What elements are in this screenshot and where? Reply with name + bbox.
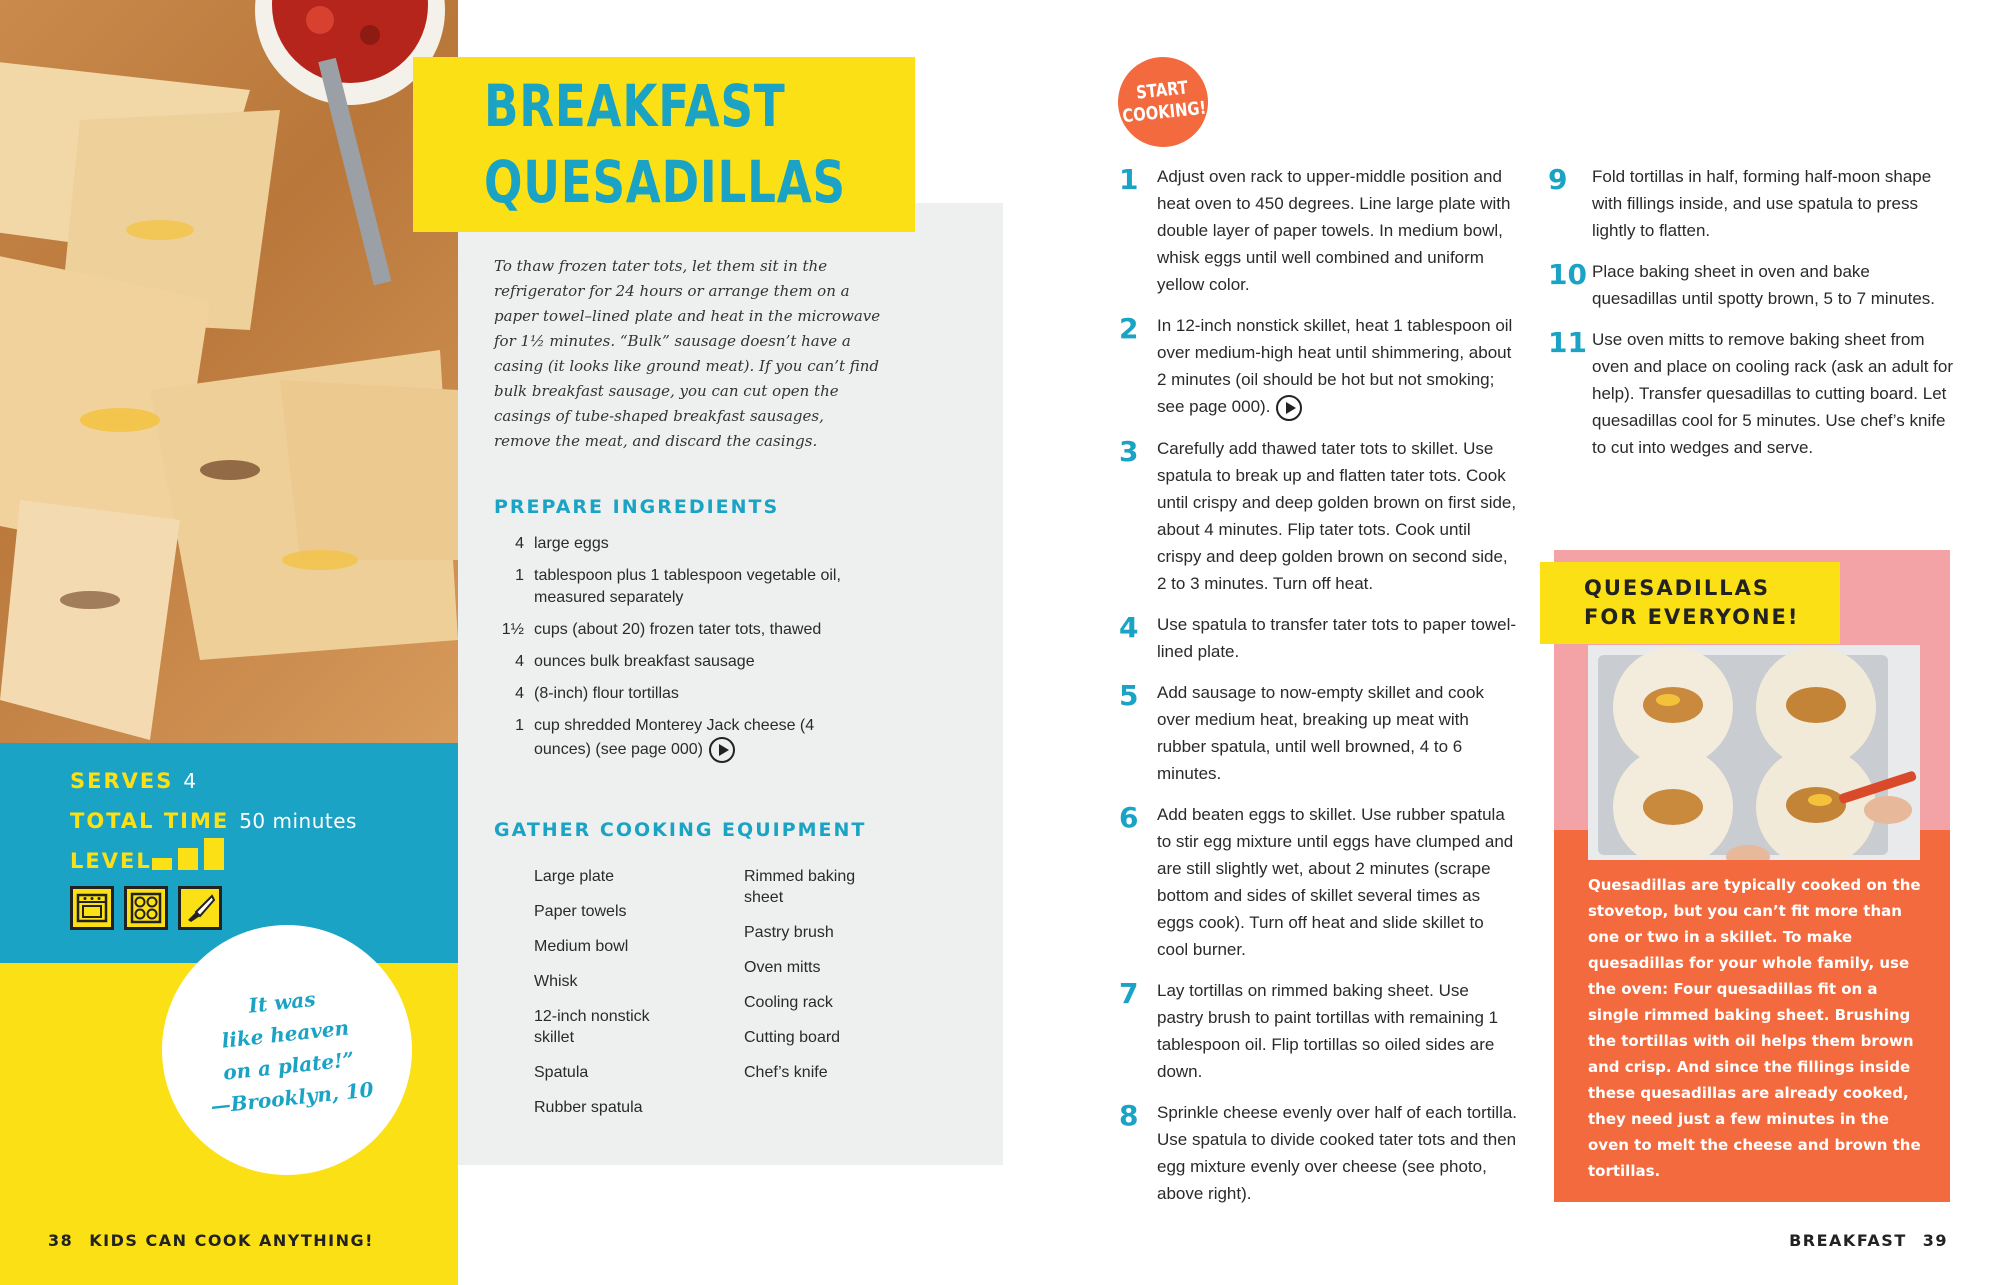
step-number: 11 — [1548, 326, 1587, 359]
steps-column-1 — [1119, 163, 1519, 1221]
step-number: 9 — [1548, 163, 1568, 196]
step-number: 6 — [1119, 800, 1139, 834]
quote-line-1: It was — [247, 986, 317, 1018]
step-number: 4 — [1119, 610, 1139, 644]
recipe-title — [484, 68, 846, 220]
ingredient-text: cup shredded Monterey Jack cheese (4 ounces) (see page 000) — [534, 717, 815, 759]
equipment-item: Spatula — [534, 1064, 589, 1081]
ingredient-qty: 4 — [515, 685, 524, 702]
recipe-title-line-1: BREAKFAST — [484, 72, 786, 140]
serves-value: 4 — [183, 769, 197, 793]
tip-title — [1584, 574, 1799, 632]
ingredient-item — [494, 565, 874, 609]
step-item — [1548, 326, 1958, 461]
knife-icon — [178, 886, 222, 930]
ingredient-text: (8-inch) flour tortillas — [534, 685, 679, 702]
step-item — [1548, 258, 1958, 312]
recipe-intro: To thaw frozen tater tots, let them sit in the refrigerator for 24 hours or arrange them on a paper towel–lined plate and heat in the microwave for 1½ minutes. “Bulk” sausage doesn’t have a casing (it looks like ground meat). If you can’t find bulk breakfast sausage, you can cut open the casings of tube-shaped breakfast sausages, remove the meat, and discard the casings. — [494, 257, 881, 450]
ingredient-item — [494, 651, 874, 673]
step-text: Sprinkle cheese evenly over half of each tortilla. Use spatula to divide cooked tater tots and then egg mixture evenly over cheese (see photo, above right). — [1157, 1102, 1518, 1203]
quote-line-3: on a plate!” — [221, 1047, 356, 1085]
step-number: 10 — [1548, 258, 1587, 291]
ingredient-qty: 4 — [515, 535, 524, 552]
step-text: Place baking sheet in oven and bake quesadillas until spotty brown, 5 to 7 minutes. — [1592, 262, 1936, 308]
baking-sheet-photo — [1588, 645, 1920, 860]
level-bar-1 — [152, 858, 172, 870]
badge-line-1: START — [1134, 77, 1189, 104]
ingredient-item — [494, 683, 874, 705]
equipment-item: Whisk — [534, 973, 578, 990]
step-number: 3 — [1119, 434, 1139, 468]
step-number: 7 — [1119, 976, 1139, 1010]
step-text: Use spatula to transfer tater tots to paper towel-lined plate. — [1157, 614, 1517, 661]
step-item — [1119, 611, 1519, 665]
ingredients-heading: PREPARE INGREDIENTS — [494, 496, 780, 518]
equipment-item: Cutting board — [744, 1029, 841, 1046]
level-bar-3 — [204, 838, 224, 870]
start-cooking-badge — [1114, 53, 1213, 152]
quesadillas-photo — [0, 0, 458, 743]
step-text: Add beaten eggs to skillet. Use rubber spatula to stir egg mixture until eggs have clumped and are still slightly wet, about 2 minutes (scrape bottom and sides of skillet several times as eggs cook). Turn off heat and slide skillet to cool burner. — [1157, 804, 1514, 959]
step-item — [1119, 679, 1519, 787]
play-video-icon[interactable] — [1276, 395, 1302, 421]
equipment-item: Paper towels — [534, 903, 627, 920]
step-text: Add sausage to now-empty skillet and cook over medium heat, breaking up meat with rubber spatula, until well browned, 4 to 6 minutes. — [1157, 682, 1484, 783]
step-text: Adjust oven rack to upper-middle position and heat oven to 450 degrees. Line large plate with double layer of paper towels. In medium bowl, whisk eggs until well combined and uniform yellow color. — [1157, 167, 1511, 294]
serves-row — [70, 769, 197, 793]
equipment-item: Rubber spatula — [534, 1099, 643, 1116]
step-number: 8 — [1119, 1098, 1139, 1132]
tip-text: Quesadillas are typically cooked on the stovetop, but you can’t fit more than one or two in a skillet. To make quesadillas for your whole family, use the oven: Four quesadillas fit on a single rimmed baking sheet. Brushing the tortillas with oil helps them brown and crisp. And since the fillings inside these quesadillas are already cooked, they need just a few minutes in the oven to melt the cheese and brown the tortillas. — [1588, 876, 1921, 1180]
level-bar-2 — [178, 848, 198, 870]
step-item — [1119, 977, 1519, 1085]
serves-label: SERVES — [70, 769, 174, 793]
steps-column-2 — [1548, 163, 1958, 475]
ingredient-item — [494, 533, 874, 555]
total-time-value: 50 minutes — [239, 809, 357, 833]
step-item — [1119, 163, 1519, 298]
ingredient-qty: 1½ — [501, 621, 524, 638]
level-label: LEVEL — [70, 849, 152, 873]
equipment-list-2 — [744, 866, 864, 1097]
kid-quote-circle — [162, 925, 412, 1175]
recipe-title-line-2: QUESADILLAS — [484, 148, 846, 216]
ingredient-qty: 1 — [515, 567, 524, 584]
footer-right — [1789, 1231, 1948, 1250]
step-item — [1119, 1099, 1519, 1207]
level-row — [70, 849, 152, 873]
step-text: Carefully add thawed tater tots to skillet. Use spatula to break up and flatten tater tots. Cook until crispy and deep golden brown on first side, about 4 minutes. Flip tater tots. Cook until crispy and deep golden brown on second side, 2 to 3 minutes. Turn off heat. — [1157, 438, 1517, 593]
stovetop-icon — [124, 886, 168, 930]
recipe-meta-panel — [0, 743, 458, 963]
equipment-item: Large plate — [534, 868, 615, 885]
step-number: 2 — [1119, 312, 1139, 345]
ingredient-text: ounces bulk breakfast sausage — [534, 653, 755, 670]
quote-line-2: like heaven — [220, 1015, 351, 1053]
section-title: BREAKFAST — [1789, 1231, 1907, 1250]
total-time-row — [70, 809, 357, 833]
step-item — [1548, 163, 1958, 244]
play-video-icon[interactable] — [709, 737, 735, 763]
step-item — [1119, 801, 1519, 963]
step-text: Use oven mitts to remove baking sheet from oven and place on cooling rack (ask an adult for help). Transfer quesadillas to cutting board. Let quesadillas cool for 5 minutes. Use chef’s knife to cut into wedges and serve. — [1592, 330, 1954, 457]
ingredient-text: cups (about 20) frozen tater tots, thawed — [534, 621, 822, 638]
equipment-list-1 — [534, 866, 714, 1132]
ingredients-list — [494, 533, 874, 773]
equipment-heading: GATHER COOKING EQUIPMENT — [494, 819, 867, 841]
equipment-item: Oven mitts — [744, 959, 821, 976]
ingredient-text: large eggs — [534, 535, 609, 552]
quote-attribution: —Brooklyn, 10 — [209, 1077, 375, 1119]
step-text: Fold tortillas in half, forming half-moon shape with fillings inside, and use spatula to press lightly to flatten. — [1592, 167, 1932, 240]
step-item — [1119, 435, 1519, 597]
total-time-label: TOTAL TIME — [70, 809, 230, 833]
tip-title-line-1: QUESADILLAS — [1584, 576, 1771, 600]
tip-title-line-2: FOR EVERYONE! — [1584, 605, 1800, 629]
ingredient-qty: 1 — [515, 717, 524, 734]
equipment-item: Cooling rack — [744, 994, 833, 1011]
step-number: 1 — [1119, 163, 1139, 196]
badge-line-2: COOKING! — [1121, 97, 1208, 128]
equipment-item: Medium bowl — [534, 938, 629, 955]
step-number: 5 — [1119, 678, 1139, 712]
equipment-item: Pastry brush — [744, 924, 834, 941]
page-number-left: 38 — [48, 1231, 74, 1250]
ingredient-item — [494, 715, 874, 763]
step-text: Lay tortillas on rimmed baking sheet. Use pastry brush to paint tortillas with remaining 1 tablespoon oil. Flip tortillas so oiled sides are down. — [1157, 980, 1499, 1081]
ingredient-item — [494, 619, 874, 641]
equipment-item: Chef’s knife — [744, 1064, 828, 1081]
step-item — [1119, 312, 1519, 421]
ingredient-text: tablespoon plus 1 tablespoon vegetable oil, measured separately — [534, 567, 841, 606]
level-bars — [152, 838, 228, 870]
oven-icon — [70, 886, 114, 930]
equipment-icons — [70, 886, 222, 930]
equipment-item: 12-inch nonstick skillet — [534, 1008, 650, 1046]
equipment-item: Rimmed baking sheet — [744, 868, 856, 906]
kid-quote — [186, 976, 388, 1123]
page-number-right: 39 — [1922, 1231, 1948, 1250]
ingredient-qty: 4 — [515, 653, 524, 670]
book-title: KIDS CAN COOK ANYTHING! — [89, 1231, 374, 1250]
footer-left — [48, 1231, 374, 1250]
step-text: In 12-inch nonstick skillet, heat 1 tablespoon oil over medium-high heat until shimmering, about 2 minutes (oil should be hot but not smoking; see page 000). — [1157, 316, 1513, 416]
